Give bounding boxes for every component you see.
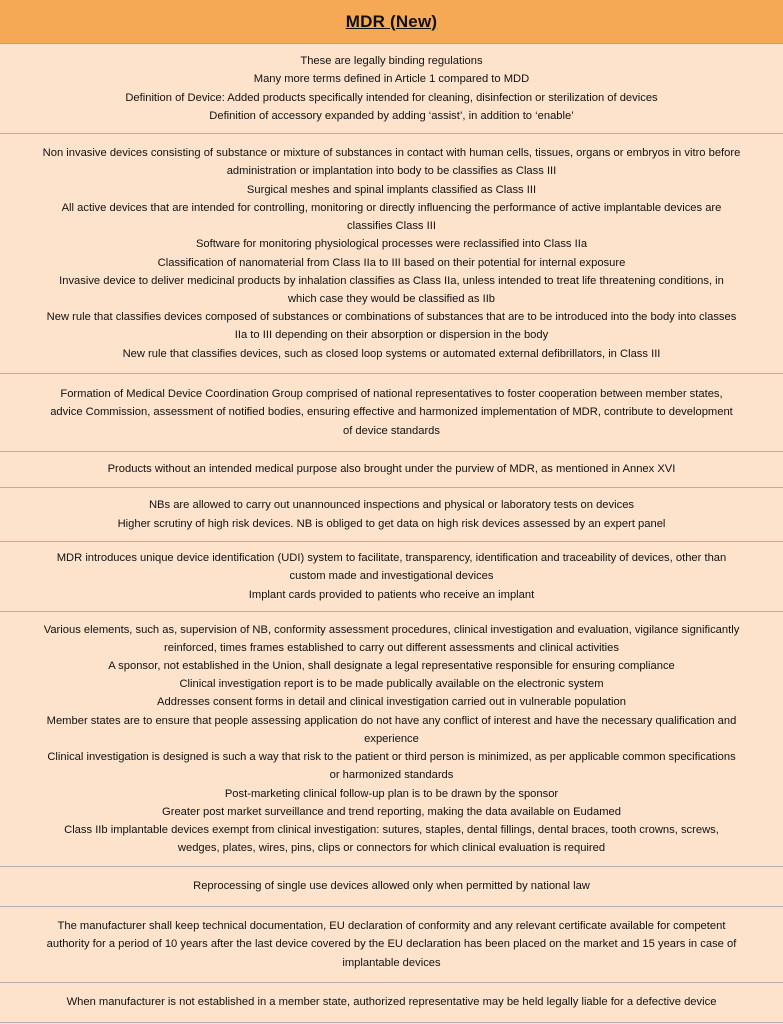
text-line: custom made and investigational devices xyxy=(289,570,494,583)
text-line: experience xyxy=(364,732,419,745)
section-notified-bodies xyxy=(0,488,783,542)
text-line: Surgical meshes and spinal implants classified as Class III xyxy=(246,183,537,196)
section-definitions xyxy=(0,44,783,134)
section-coordination-group xyxy=(0,374,783,452)
text-line: administration or implantation into body to be classifies as Class III xyxy=(226,165,557,178)
text-line: Products without an intended medical purpose also brought under the purview of MDR, as mentioned in Annex XVI xyxy=(107,463,676,476)
text-line: advice Commission, assessment of notified bodies, ensuring effective and harmonized implementation of MDR, contribute to development xyxy=(50,406,733,419)
text-line: Addresses consent forms in detail and clinical investigation carried out in vulnerable population xyxy=(157,696,626,709)
text-line: Reprocessing of single use devices allowed only when permitted by national law xyxy=(193,880,590,893)
text-line: New rule that classifies devices, such as closed loop systems or automated external defibrillators, in Class III xyxy=(122,347,661,360)
text-line: wedges, plates, wires, pins, clips or connectors for which clinical evaluation is required xyxy=(177,842,606,855)
section-clinical-investigation xyxy=(0,612,783,867)
text-line: New rule that classifies devices composed of substances or combinations of substances that are to be introduced into the body into classes xyxy=(46,311,737,324)
text-line: classifies Class III xyxy=(347,220,436,233)
section-udi xyxy=(0,542,783,612)
text-line: Many more terms defined in Article 1 compared to MDD xyxy=(253,73,530,86)
text-line: or harmonized standards xyxy=(329,769,454,782)
page-title: MDR (New) xyxy=(345,11,438,31)
section-non-medical-products xyxy=(0,452,783,488)
text-line: of device standards xyxy=(342,424,441,437)
text-line: Definition of accessory expanded by adding ‘assist’, in addition to ‘enable’ xyxy=(209,109,574,122)
text-line: The manufacturer shall keep technical documentation, EU declaration of conformity and any relevant certificate available for competent xyxy=(57,920,726,933)
text-line: Clinical investigation is designed is such a way that risk to the patient or third person is minimized, as per applicable common specifications xyxy=(47,751,736,764)
text-line: NBs are allowed to carry out unannounced inspections and physical or laboratory tests on devices xyxy=(148,499,635,512)
section-technical-documentation xyxy=(0,907,783,983)
text-line: Higher scrutiny of high risk devices. NB is obliged to get data on high risk devices assessed by an expert panel xyxy=(117,517,666,530)
text-line: which case they would be classified as IIb xyxy=(287,292,496,305)
text-line: Non invasive devices consisting of substance or mixture of substances in contact with human cells, tissues, organs or embryos in vitro before xyxy=(42,147,741,160)
table-header xyxy=(0,0,783,44)
section-classification xyxy=(0,134,783,374)
text-line: All active devices that are intended for controlling, monitoring or directly influencing the performance of active implantable devices are xyxy=(61,201,722,214)
text-line: reinforced, times frames established to carry out different assessments and clinical activities xyxy=(164,641,619,654)
text-line: Classification of nanomaterial from Class IIa to III based on their potential for internal exposure xyxy=(157,256,626,269)
text-line: Invasive device to deliver medicinal products by inhalation classifies as Class IIa, unless intended to treat life threatening conditions, in xyxy=(59,274,724,287)
text-line: Greater post market surveillance and trend reporting, making the data available on Eudamed xyxy=(162,805,621,818)
text-line: Clinical investigation report is to be made publically available on the electronic system xyxy=(179,678,604,691)
text-line: Class IIb implantable devices exempt from clinical investigation: sutures, staples, dental fillings, dental braces, tooth crowns, screws, xyxy=(64,823,719,836)
text-line: A sponsor, not established in the Union, shall designate a legal representative responsible for ensuring compliance xyxy=(108,660,675,673)
text-line: implantable devices xyxy=(342,956,441,969)
text-line: Post-marketing clinical follow-up plan is to be drawn by the sponsor xyxy=(224,787,559,800)
text-line: Formation of Medical Device Coordination Group comprised of national representatives to foster cooperation between member states, xyxy=(60,388,723,401)
text-line: Member states are to ensure that people assessing application do not have any conflict of interest and have the necessary qualification and xyxy=(46,714,737,727)
text-line: Software for monitoring physiological processes were reclassified into Class IIa xyxy=(195,238,588,251)
section-authorized-representative xyxy=(0,983,783,1023)
text-line: Definition of Device: Added products specifically intended for cleaning, disinfection or sterilization of devices xyxy=(125,91,658,104)
text-line: MDR introduces unique device identification (UDI) system to facilitate, transparency, identification and traceability of devices, other than xyxy=(56,552,727,565)
section-reprocessing xyxy=(0,867,783,907)
text-line: Implant cards provided to patients who receive an implant xyxy=(248,588,535,601)
text-line: When manufacturer is not established in a member state, authorized representative may be held legally liable for a defective device xyxy=(66,996,717,1009)
text-line: IIa to III depending on their absorption or dispersion in the body xyxy=(234,329,549,342)
text-line: authority for a period of 10 years after the last device covered by the EU declaration has been placed on the market and 15 years in case of xyxy=(46,938,737,951)
text-line: Various elements, such as, supervision of NB, conformity assessment procedures, clinical investigation and evaluation, vigilance significantly xyxy=(43,623,740,636)
text-line: These are legally binding regulations xyxy=(300,55,483,68)
